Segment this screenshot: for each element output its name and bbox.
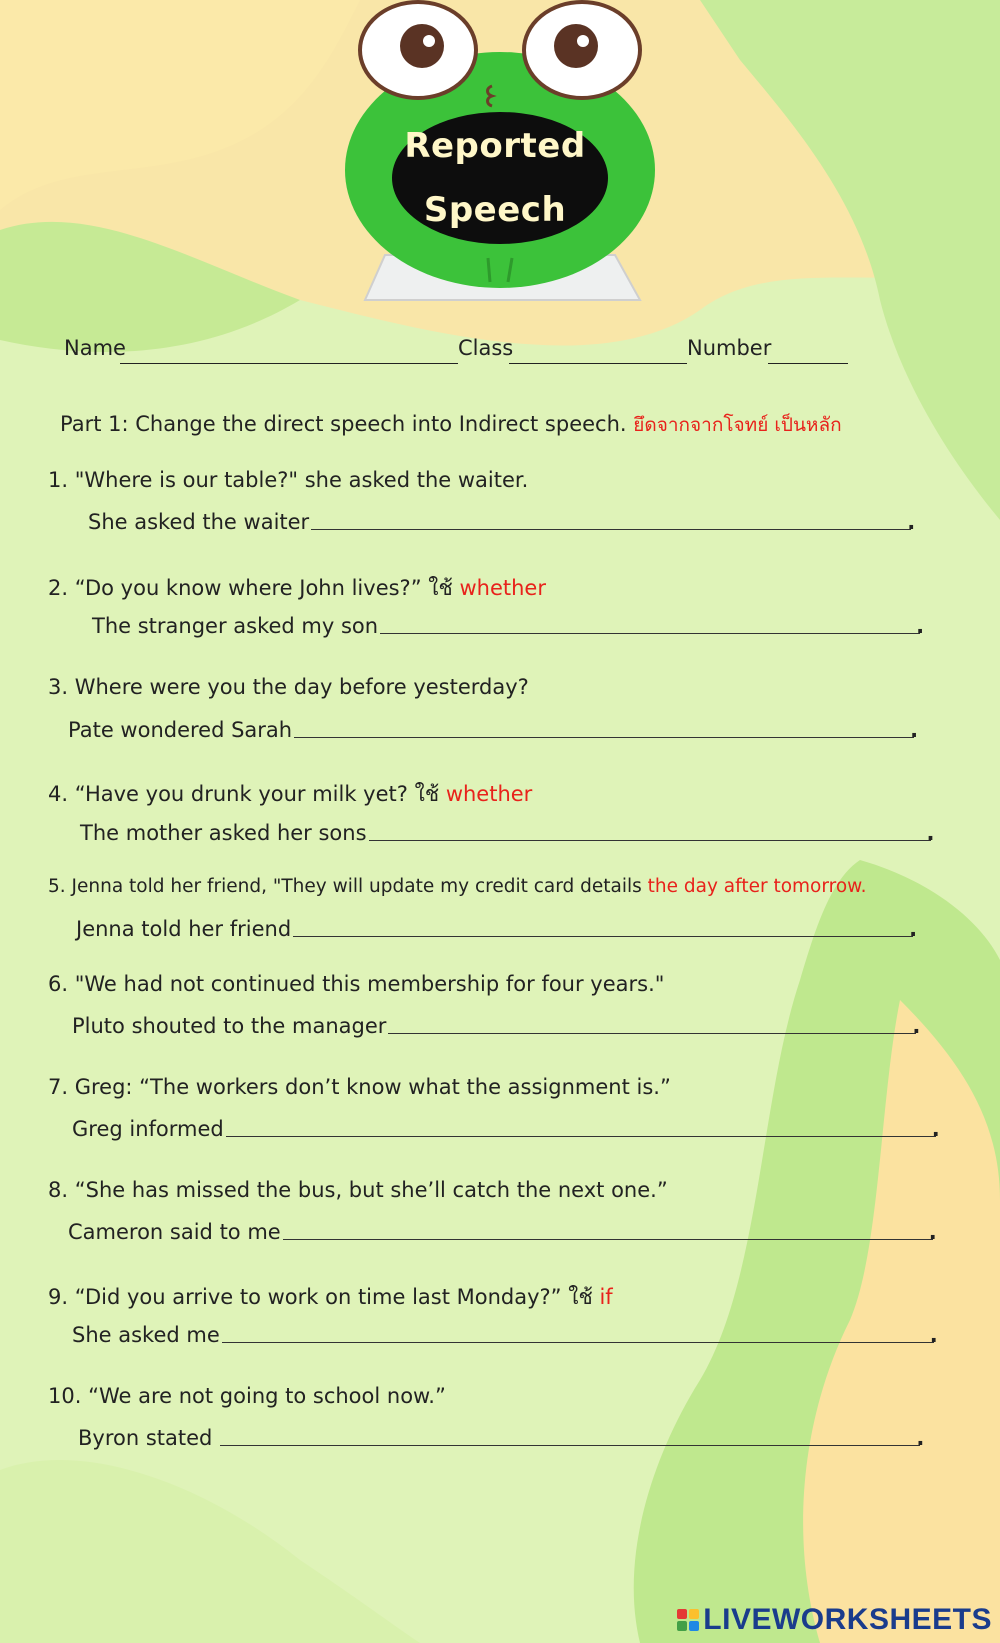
answer-line-8: Cameron said to me . [68,1220,937,1244]
answer-line-5: Jenna told her friend . [76,917,918,941]
answer-input-8[interactable] [283,1239,933,1240]
name-label: Name [64,336,126,360]
hint-word: whether [445,782,533,806]
answer-input-3[interactable] [294,737,914,738]
answer-input-2[interactable] [380,633,920,634]
question-4: 4. “Have you drunk your milk yet? ใช้ whether [48,782,533,806]
answer-input-5[interactable] [293,936,913,937]
answer-line-1: She asked the waiter . [88,510,916,534]
number-label: Number [687,336,772,360]
question-6: 6. "We had not continued this membership for four years." [48,972,665,996]
time-phrase-highlight: the day after tomorrow. [647,876,867,897]
answer-line-2: The stranger asked my son . [92,614,925,638]
answer-input-9[interactable] [222,1342,934,1343]
question-8: 8. “She has missed the bus, but she’ll catch the next one.” [48,1178,668,1202]
question-9: 9. “Did you arrive to work on time last Monday?” ใช้ if [48,1285,613,1309]
class-field[interactable] [509,363,687,364]
question-1: 1. "Where is our table?" she asked the waiter. [48,468,529,492]
hint-use: ใช้ [428,576,453,600]
number-field[interactable] [768,363,848,364]
answer-line-9: She asked me . [72,1323,938,1347]
hint-word: whether [459,576,546,600]
part1-instruction [60,410,842,440]
answer-input-10[interactable] [220,1445,920,1446]
hint-use: ใช้ [568,1285,593,1309]
question-10: 10. “We are not going to school now.” [48,1384,446,1408]
answer-input-7[interactable] [226,1136,936,1137]
answer-line-4: The mother asked her sons . [80,821,935,845]
class-label: Class [458,336,514,360]
answer-line-7: Greg informed . [72,1117,940,1141]
answer-input-6[interactable] [388,1033,916,1034]
answer-line-3: Pate wondered Sarah . [68,718,919,742]
liveworksheets-text: LIVEWORKSHEETS [703,1603,992,1636]
liveworksheets-logo[interactable] [677,1603,992,1637]
hint-use: ใช้ [414,782,440,806]
question-3: 3. Where were you the day before yesterday? [48,675,529,699]
answer-input-4[interactable] [369,840,931,841]
name-field[interactable] [120,363,458,364]
question-5: 5. Jenna told her friend, "They will update my credit card details the day after tomorrow. [48,876,867,897]
hint-word: if [599,1285,613,1309]
question-7: 7. Greg: “The workers don’t know what the assignment is.” [48,1075,671,1099]
question-2: 2. “Do you know where John lives?” ใช้ whether [48,576,546,600]
banner-title-line2: Speech [423,190,567,230]
instruction-text: Part 1: Change the direct speech into Indirect speech. [60,412,627,436]
banner-title-line1: Reported [404,126,586,166]
instruction-thai-note: ยึดจากจากโจทย์ เป็นหลัก [633,414,842,436]
answer-line-10: Byron stated . [78,1426,925,1450]
liveworksheets-mark-icon [677,1609,699,1631]
answer-input-1[interactable] [311,529,911,530]
answer-line-6: Pluto shouted to the manager . [72,1014,921,1038]
